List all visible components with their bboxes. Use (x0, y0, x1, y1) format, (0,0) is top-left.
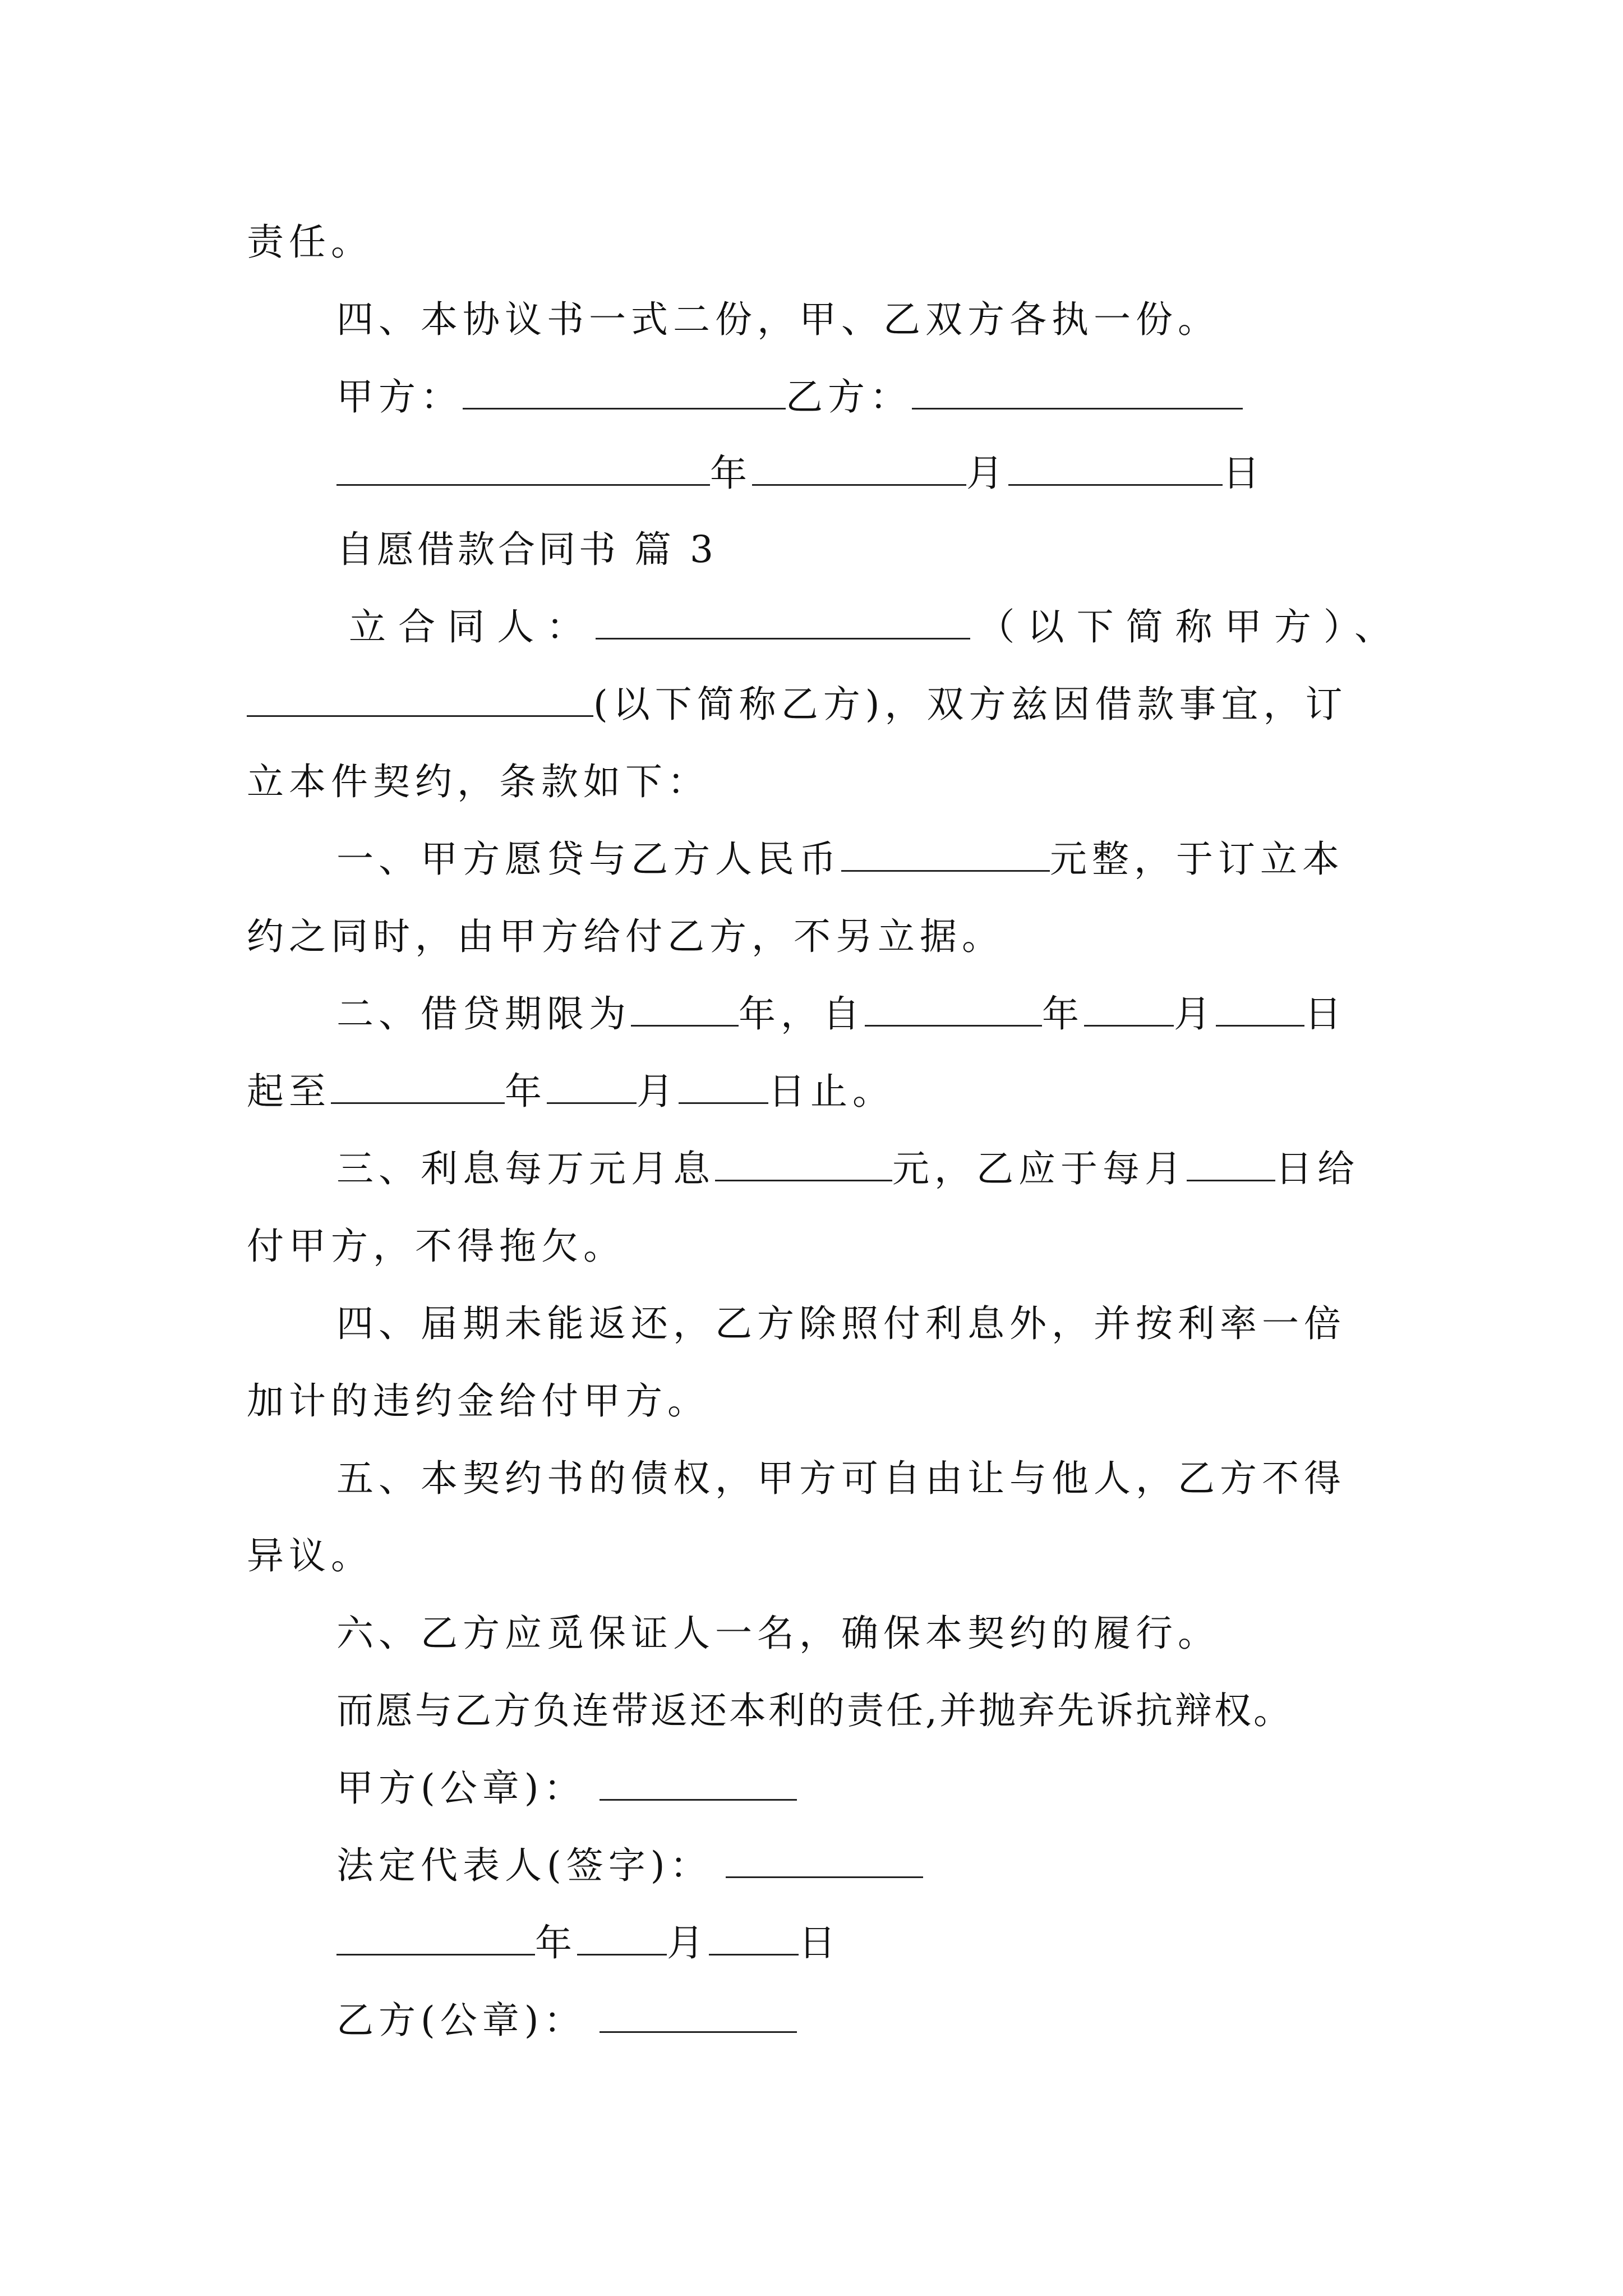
paragraph-line (247, 914, 1396, 959)
blank-field[interactable] (752, 452, 966, 486)
signature-line (336, 1766, 1396, 1811)
paragraph-line (336, 1147, 1396, 1191)
blank-field[interactable] (336, 1921, 535, 1955)
text: 立本件契约，条款如下： (247, 760, 709, 803)
text: 日 (1304, 992, 1347, 1036)
text: 三、利息每万元月息 (336, 1147, 715, 1190)
text: 四、本协议书一式二份，甲、乙双方各执一份。 (336, 298, 1220, 341)
text: 月 (637, 1070, 679, 1113)
paragraph-line (336, 297, 1396, 342)
blank-field[interactable] (1008, 452, 1223, 486)
text: 六、乙方应觅保证人一名，确保本契约的履行。 (336, 1612, 1220, 1655)
blank-field[interactable] (596, 605, 970, 639)
blank-field[interactable] (841, 838, 1050, 872)
blank-field[interactable] (865, 992, 1042, 1027)
paragraph-line (336, 1456, 1396, 1501)
paragraph-line (349, 605, 1396, 650)
text: 月 (667, 1921, 709, 1964)
text: 责任。 (247, 220, 373, 264)
blank-field[interactable] (600, 1999, 797, 2033)
signature-line (336, 1843, 1396, 1888)
paragraph-line (336, 837, 1396, 882)
text: 甲方(公章)： (336, 1766, 586, 1810)
paragraph-line (247, 1379, 1396, 1424)
paragraph-line (336, 1611, 1396, 1656)
text: 加计的违约金给付甲方。 (247, 1379, 709, 1423)
paragraph-line (247, 1534, 1396, 1579)
text: 法定代表人(签字)： (336, 1844, 712, 1887)
paragraph-line (336, 992, 1396, 1037)
paragraph-line (247, 1224, 1396, 1269)
blank-field[interactable] (336, 452, 710, 486)
text: 日给 (1275, 1147, 1359, 1190)
blank-field[interactable] (463, 375, 786, 409)
paragraph-line (336, 1688, 1396, 1733)
text: 起至 (247, 1070, 331, 1113)
text: 月 (966, 452, 1008, 495)
blank-field[interactable] (547, 1070, 637, 1104)
blank-field[interactable] (709, 1921, 799, 1955)
blank-field[interactable] (1216, 992, 1304, 1027)
paragraph-line (247, 1069, 1396, 1114)
paragraph-line (247, 682, 1396, 727)
text: 元，乙应于每月 (892, 1147, 1187, 1190)
blank-field[interactable] (715, 1147, 892, 1181)
text: 年 (535, 1921, 577, 1964)
text: 四、届期未能返还，乙方除照付利息外，并按利率一倍 (336, 1302, 1346, 1345)
text: 日止。 (768, 1070, 895, 1113)
signature-parties-line (336, 375, 1396, 420)
text: 而愿与乙方负连带返还本利的责任,并抛弃先诉抗辩权。 (336, 1689, 1293, 1732)
blank-field[interactable] (577, 1921, 667, 1955)
text: 异议。 (247, 1534, 373, 1577)
text: 年 (710, 452, 752, 495)
blank-field[interactable] (247, 683, 593, 717)
blank-field[interactable] (631, 992, 739, 1027)
text: 年 (1042, 992, 1084, 1036)
text: 自愿借款合同书 篇 3 (336, 528, 717, 571)
blank-field[interactable] (1187, 1147, 1275, 1181)
blank-field[interactable] (726, 1844, 923, 1878)
text: 一、甲方愿贷与乙方人民币 (336, 838, 841, 881)
text: 月 (1174, 992, 1216, 1036)
paragraph-line (247, 220, 1396, 265)
date-line (336, 1921, 1396, 1966)
blank-field[interactable] (600, 1766, 797, 1801)
paragraph-line (336, 1301, 1396, 1346)
blank-field[interactable] (331, 1070, 505, 1104)
text: 五、本契约书的债权，甲方可自由让与他人，乙方不得 (336, 1457, 1346, 1500)
text: 乙方： (786, 375, 912, 418)
paragraph-line (247, 760, 1396, 804)
blank-field[interactable] (679, 1070, 768, 1104)
text: (以下简称乙方)，双方兹因借款事宜，订 (593, 683, 1348, 726)
date-line (336, 451, 1396, 496)
text: 日 (799, 1921, 841, 1964)
blank-field[interactable] (912, 375, 1243, 409)
text: 元整，于订立本 (1050, 838, 1344, 881)
text: 年 (505, 1070, 547, 1113)
text: 甲方： (336, 375, 463, 418)
text: 乙方(公章)： (336, 1999, 586, 2042)
text: （以下简称甲方）、 (970, 605, 1397, 648)
blank-field[interactable] (1084, 992, 1174, 1027)
text: 二、借贷期限为 (336, 992, 631, 1036)
text: 年，自 (739, 992, 865, 1036)
text: 日 (1223, 452, 1265, 495)
text: 立合同人： (349, 605, 596, 648)
text: 约之同时，由甲方给付乙方，不另立据。 (247, 915, 1004, 958)
section-title (336, 527, 1396, 572)
signature-line (336, 1998, 1396, 2043)
text: 付甲方，不得拖欠。 (247, 1225, 625, 1268)
